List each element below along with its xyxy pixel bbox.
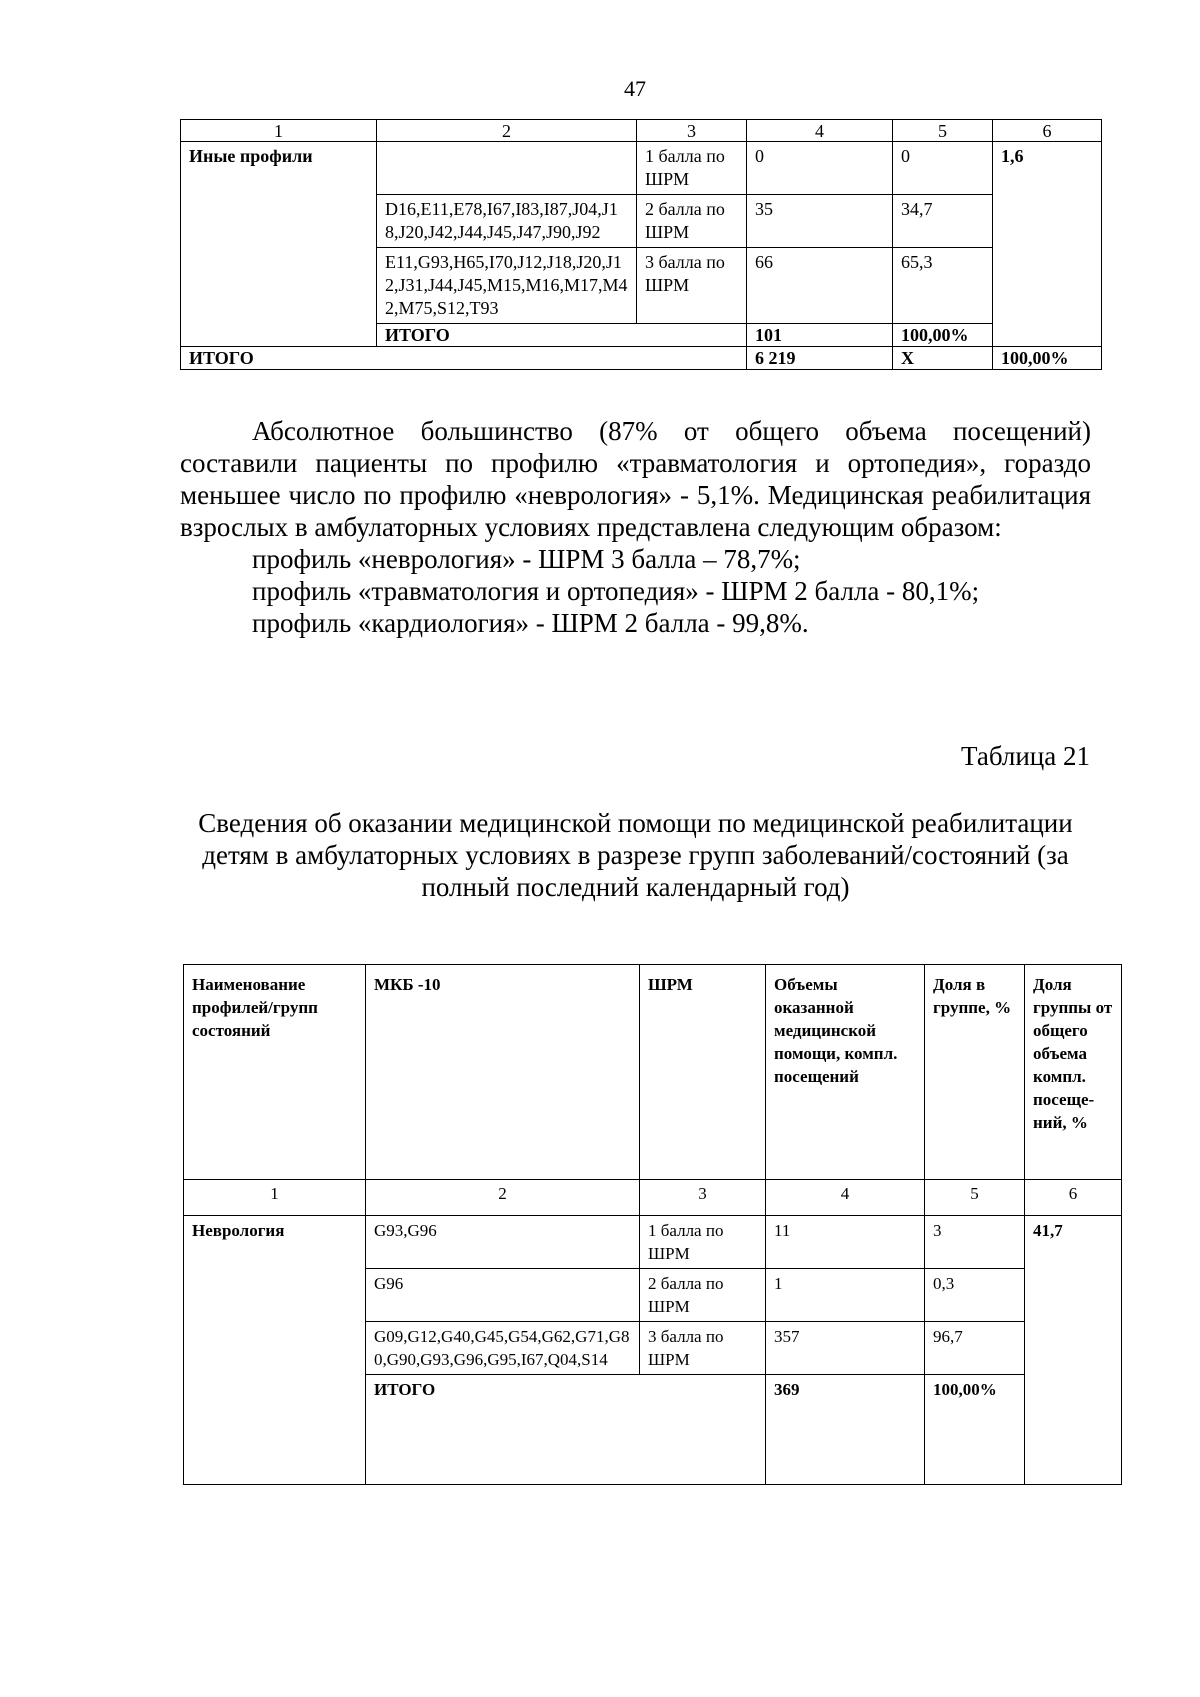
grand-total-volume: 6 219 [747,347,893,370]
col-number: 3 [637,120,747,142]
mkb-codes: D16,E11,E78,I67,I83,I87,J04,J18,J20,J42,J44,J45,J47,J90,J92 [377,195,637,248]
mkb-codes: G93,G96 [366,1216,640,1269]
col-number: 4 [766,1180,925,1216]
grand-total-share-total: 100,00% [993,347,1102,370]
col-number: 6 [1025,1180,1122,1216]
header-row [184,965,1122,1180]
empty-cell [766,1404,925,1484]
subtotal-volume: 369 [766,1375,925,1405]
grand-total-share-group: X [893,347,993,370]
col-number: 1 [181,120,377,142]
body-text [180,415,1091,639]
volume-value: 66 [747,248,893,324]
empty-cell [366,1404,766,1484]
col-number: 4 [747,120,893,142]
profile-share: 1,6 [993,142,1102,347]
shrm-level: 3 балла по ШРМ [640,1322,766,1375]
mkb-codes: E11,G93,H65,I70,J12,J18,J20,J12,J31,J44,J45,M15,M16,M17,M42,M75,S12,T93 [377,248,637,324]
volume-value: 35 [747,195,893,248]
list-item: профиль «кардиология» - ШРМ 2 балла - 99,8%. [252,608,809,638]
page-number: 47 [624,76,646,101]
table-title: Сведения об оказании медицинской помощи по медицинской реабилитации детям в амбулаторных условиях в разрезе групп заболеваний/состояний (за полный последний календарный год) [198,808,1073,902]
profile-name: Иные профили [181,142,377,347]
list-item: профиль «травматология и ортопедия» - ШРМ 2 балла - 80,1%; [252,576,980,606]
col-number: 5 [925,1180,1025,1216]
col-number: 3 [640,1180,766,1216]
col-number: 6 [993,120,1102,142]
empty-cell [925,1404,1025,1484]
subtotal-share: 100,00% [925,1375,1025,1405]
shrm-level: 3 балла по ШРМ [637,248,747,324]
shrm-level: 2 балла по ШРМ [640,1269,766,1322]
header-profile: Наименование профилей/групп состояний [184,965,366,1180]
header-volume: Объемы оказанной медицинской помощи, компл. посещений [766,965,925,1180]
volume-value: 11 [766,1216,925,1269]
column-number-row [184,1180,1122,1216]
share-in-group: 3 [925,1216,1025,1269]
header-share-group: Доля в группе, % [925,965,1025,1180]
header-shrm: ШРМ [640,965,766,1180]
profile-share: 41,7 [1025,1216,1122,1485]
profile-name: Неврология [184,1216,366,1485]
subtotal-volume: 101 [747,324,893,347]
table-row [181,142,1102,195]
shrm-level: 1 балла по ШРМ [640,1216,766,1269]
share-in-group: 0,3 [925,1269,1025,1322]
table-row [184,1216,1122,1269]
col-number: 1 [184,1180,366,1216]
share-in-group: 65,3 [893,248,993,324]
grand-total-label: ИТОГО [181,347,747,370]
table-21 [183,964,1122,1485]
grand-total-row [181,347,1102,370]
share-in-group: 0 [893,142,993,195]
share-in-group: 96,7 [925,1322,1025,1375]
volume-value: 1 [766,1269,925,1322]
col-number: 5 [893,120,993,142]
mkb-codes: G96 [366,1269,640,1322]
mkb-codes [377,142,637,195]
col-number: 2 [366,1180,640,1216]
volume-value: 357 [766,1322,925,1375]
col-number: 2 [377,120,637,142]
summary-paragraph: Абсолютное большинство (87% от общего объема посещений) составили пациенты по профилю «травматология и ортопедия», гораздо меньшее число по профилю «неврология» - 5,1%. Медицинская реабилитация взрослых в амбулаторных условиях представлена следующим образом: [180,416,1091,542]
header-share-total: Доля группы от общего объема компл. посеще-ний, % [1025,965,1122,1180]
share-in-group: 34,7 [893,195,993,248]
table-label: Таблица 21 [961,741,1090,771]
shrm-level: 1 балла по ШРМ [637,142,747,195]
subtotal-share: 100,00% [893,324,993,347]
table-continued [180,119,1102,370]
header-mkb: МКБ -10 [366,965,640,1180]
volume-value: 0 [747,142,893,195]
shrm-level: 2 балла по ШРМ [637,195,747,248]
list-item: профиль «неврология» - ШРМ 3 балла – 78,7%; [252,544,801,574]
subtotal-label: ИТОГО [366,1375,766,1405]
subtotal-label: ИТОГО [377,324,747,347]
column-number-row [181,120,1102,142]
mkb-codes: G09,G12,G40,G45,G54,G62,G71,G80,G90,G93,G96,G95,I67,Q04,S14 [366,1322,640,1375]
